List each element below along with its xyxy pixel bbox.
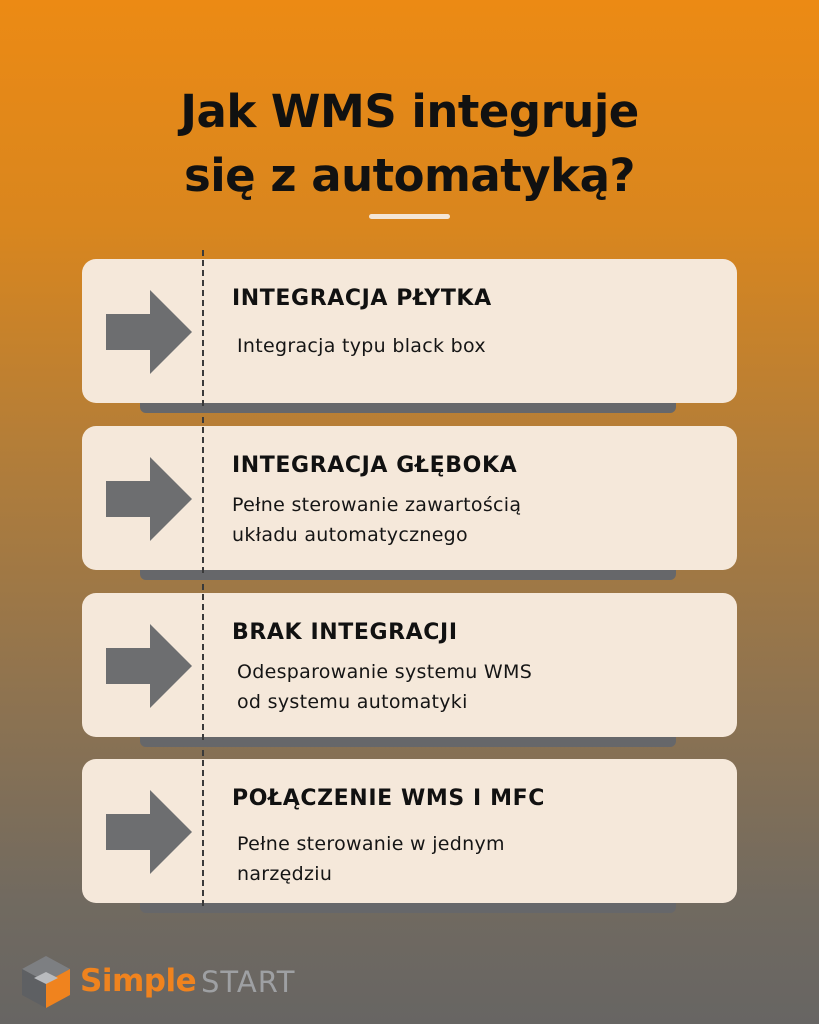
card-title: BRAK INTEGRACJI [232,620,458,645]
brand-logo [20,954,320,1010]
title-underline [369,214,450,219]
card-description-line: układu automatycznego [232,524,468,546]
card-shadow [140,403,676,413]
card-shadow [140,737,676,747]
card-description-line: Integracja typu black box [237,335,486,357]
card-description [237,657,532,717]
card-divider [202,417,204,573]
card-description-line: Odesparowanie systemu WMS [237,661,533,683]
card-brak-integracji [82,593,737,746]
card-title: POŁĄCZENIE WMS I MFC [232,786,545,811]
page-title-line-1: Jak WMS integruje [180,85,639,138]
card-description [232,490,521,550]
arrow-right-icon [106,457,192,541]
page-title-line-2: się z automatyką? [183,149,636,202]
card-divider [202,750,204,906]
card-description [237,829,505,889]
card-shadow [140,903,676,913]
cube-logo-icon [20,954,72,1010]
brand-name-start: START [201,965,296,999]
card-polaczenie-wms-mfc [82,759,737,912]
card-description [237,331,486,361]
card-description-line: Pełne sterowanie zawartością [232,494,522,516]
card-divider [202,250,204,406]
card-integracja-plytka [82,259,737,412]
card-title: INTEGRACJA PŁYTKA [232,286,492,311]
arrow-right-icon [106,290,192,374]
arrow-right-icon [106,790,192,874]
card-shadow [140,570,676,580]
card-description-line: narzędziu [237,863,333,885]
card-description-line: Pełne sterowanie w jednym [237,833,505,855]
arrow-right-icon [106,624,192,708]
card-title: INTEGRACJA GŁĘBOKA [232,453,518,478]
card-divider [202,584,204,740]
card-description-line: od systemu automatyki [237,691,468,713]
page-title [0,80,819,208]
brand-name-simple: Simple [80,963,197,999]
card-integracja-gleboka [82,426,737,579]
